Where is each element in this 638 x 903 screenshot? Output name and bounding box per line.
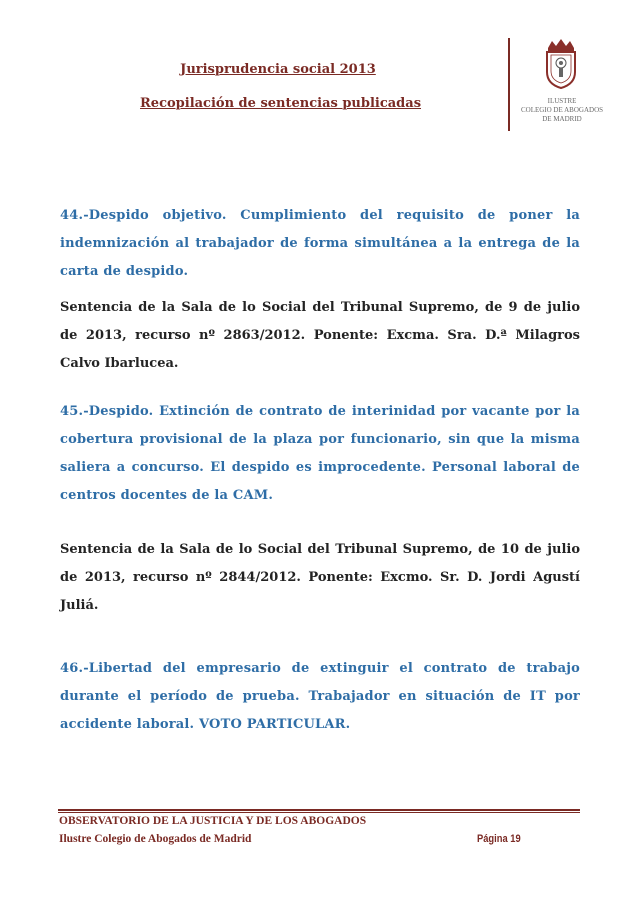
header-subtitle: Recopilación de sentencias publicadas [140,96,422,111]
header-title: Jurisprudencia social 2013 [180,62,376,77]
ruling-44-heading: 44.-Despido objetivo. Cumplimiento del requisito de poner la indemnización al trabajador de forma simultánea a la entrega de la carta de despido. [60,208,580,279]
footer-institution: Ilustre Colegio de Abogados de Madrid [59,833,252,845]
header-divider [508,38,510,131]
colegio-logo-text: ILUSTRE COLEGIO DE ABOGADOS DE MADRID [520,97,604,123]
page-number: Página 19 [477,833,521,845]
ruling-44-citation: Sentencia de la Sala de lo Social del Tribunal Supremo, de 9 de julio de 2013, recurso nº 2863/2012. Ponente: Excma. Sra. D.ª Milagros Calvo Ibarlucea. [60,300,580,371]
ruling-46-heading: 46.-Libertad del empresario de extinguir el contrato de trabajo durante el período de prueba. Trabajador en situación de IT por accidente laboral. VOTO PARTICULAR. [60,661,580,732]
ruling-45-heading: 45.-Despido. Extinción de contrato de interinidad por vacante por la cobertura provisional de la plaza por funcionario, sin que la misma saliera a concurso. El despido es improcedente. Personal laboral de centros docentes de la CAM. [60,404,580,503]
footer-rule [58,809,580,811]
footer-rule-thin [58,812,580,813]
footer-organization: OBSERVATORIO DE LA JUSTICIA Y DE LOS ABOGADOS [59,815,367,827]
colegio-crest-logo [538,38,584,90]
ruling-45-citation: Sentencia de la Sala de lo Social del Tribunal Supremo, de 10 de julio de 2013, recurso nº 2844/2012. Ponente: Excmo. Sr. D. Jordi Agustí Juliá. [60,542,580,613]
